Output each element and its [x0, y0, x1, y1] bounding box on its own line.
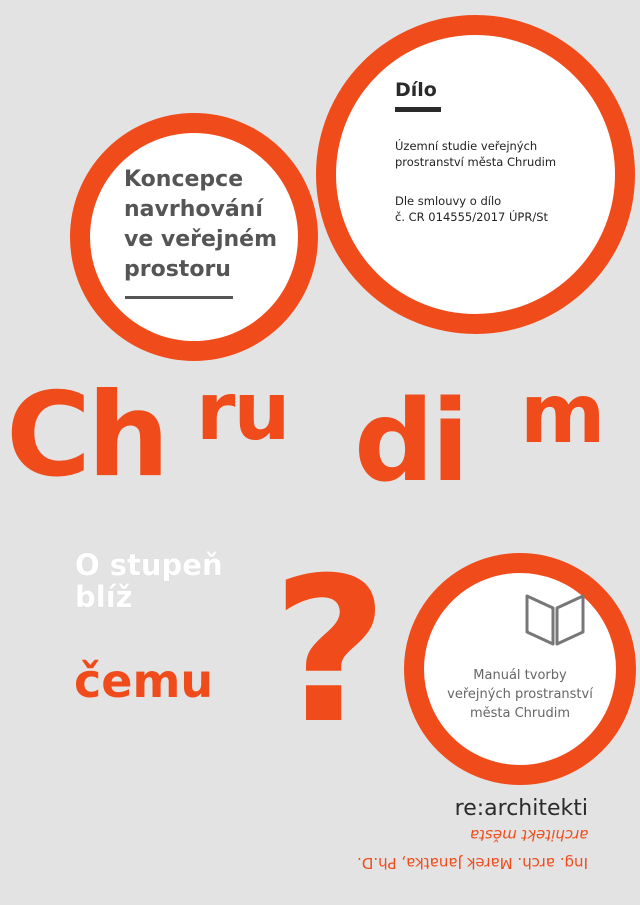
- concept-divider: [125, 296, 233, 299]
- city-wordmark-part: m: [520, 367, 606, 462]
- work-contract-line: Dle smlouvy o dílo: [395, 194, 502, 208]
- slogan-line: blíž: [75, 580, 133, 614]
- work-circle: [316, 15, 635, 334]
- manual-line: města Chrudim: [469, 706, 571, 721]
- work-study-line: Územní studie veřejných: [395, 139, 538, 153]
- open-book-icon: [523, 592, 587, 648]
- slogan-orange: čemu: [74, 654, 214, 708]
- work-heading: Dílo: [395, 79, 437, 101]
- work-study-line: prostranství města Chrudim: [395, 155, 557, 169]
- manual-line: veřejných prostranství: [447, 687, 593, 702]
- author-role: architekt města: [469, 826, 588, 844]
- concept-line: navrhování: [124, 197, 263, 222]
- work-study: [395, 138, 556, 170]
- work-contract: [395, 193, 548, 225]
- work-contract-line: č. CR 014555/2017 ÚPR/St: [395, 210, 549, 224]
- question-mark: ?: [272, 535, 389, 768]
- concept-line: ve veřejném: [124, 227, 278, 252]
- city-wordmark-part: ru: [196, 365, 289, 458]
- author-name: Ing. arch. Marek Janatka, Ph.D.: [357, 854, 588, 872]
- manual-line: Manuál tvorby: [473, 668, 567, 683]
- city-wordmark-part: Ch: [6, 368, 166, 503]
- firm-name: re:architekti: [454, 796, 588, 821]
- concept-line: prostoru: [124, 257, 231, 282]
- concept-line: Koncepce: [124, 167, 244, 192]
- work-heading-underline: [395, 107, 441, 112]
- slogan-white: [75, 549, 223, 613]
- concept-title: [124, 165, 294, 285]
- city-wordmark-part: di: [354, 377, 467, 507]
- slogan-line: O stupeň: [75, 548, 223, 582]
- city-wordmark: [0, 360, 640, 510]
- manual-title: [420, 666, 620, 723]
